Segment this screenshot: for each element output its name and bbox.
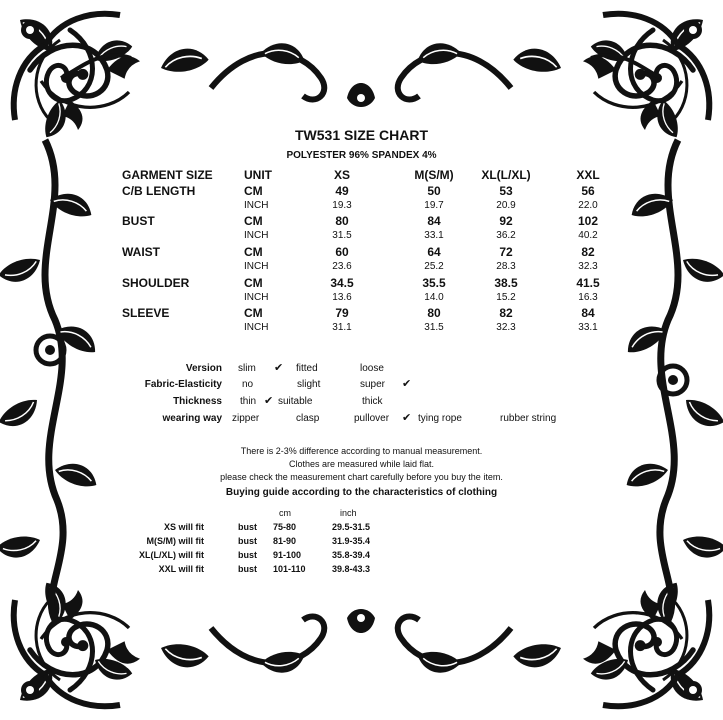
note-check-chart: please check the measurement chart carefully before you buy the item.: [220, 472, 503, 482]
cm-unit: CM: [244, 306, 263, 320]
cm-unit: CM: [244, 184, 263, 198]
cm-unit: CM: [244, 245, 263, 259]
check-icon: ✔: [264, 395, 274, 407]
row-label-cb-length: C/B LENGTH: [122, 184, 196, 198]
cell-cm: 41.5: [576, 276, 600, 290]
guide-part: bust: [238, 522, 257, 532]
inch-unit: INCH: [244, 230, 269, 241]
guide-cm: 75-80: [273, 522, 297, 532]
option-zipper: zipper: [232, 413, 260, 424]
guide-size: XXL will fit: [158, 564, 204, 574]
check-icon: ✔: [274, 362, 284, 374]
option-fitted: fitted: [296, 363, 318, 374]
inch-unit: INCH: [244, 200, 269, 211]
guide-inch: 39.8-43.3: [332, 564, 371, 574]
note-difference: There is 2-3% difference according to manual measurement.: [240, 446, 483, 456]
cell-inch: 19.3: [332, 200, 352, 211]
cell-cm: 82: [499, 306, 513, 320]
row-label-shoulder: SHOULDER: [122, 276, 190, 290]
cell-inch: 31.5: [332, 230, 352, 241]
cell-inch: 32.3: [496, 322, 516, 333]
cell-inch: 33.1: [578, 322, 598, 333]
cm-unit: CM: [244, 276, 263, 290]
note-laid-flat: Clothes are measured while laid flat.: [288, 459, 435, 469]
feature-label-wearing-way: wearing way: [162, 413, 222, 424]
cell-cm: 92: [499, 214, 513, 228]
cell-inch: 40.2: [578, 230, 598, 241]
feature-label-version: Version: [185, 363, 222, 374]
cell-cm: 72: [499, 245, 513, 259]
buying-guide-title: Buying guide according to the characteristics of clothing: [225, 487, 498, 498]
cell-inch: 23.6: [332, 261, 352, 272]
cell-inch: 13.6: [332, 292, 352, 303]
guide-size: XS will fit: [163, 522, 204, 532]
header-size-xl: XL(L/XL): [481, 168, 531, 182]
check-icon: ✔: [402, 378, 412, 390]
cell-cm: 84: [427, 214, 441, 228]
cell-cm: 82: [581, 245, 595, 259]
cell-cm: 80: [335, 214, 349, 228]
cell-cm: 53: [499, 184, 513, 198]
guide-cm: 101-110: [273, 564, 306, 574]
cell-cm: 49: [335, 184, 349, 198]
cell-inch: 19.7: [424, 200, 444, 211]
chart-title: TW531 SIZE CHART: [294, 127, 428, 143]
header-unit: UNIT: [244, 168, 272, 182]
guide-part: bust: [238, 550, 257, 560]
option-slight: slight: [297, 379, 321, 390]
cell-cm: 56: [581, 184, 595, 198]
guide-unit-inch: inch: [340, 508, 357, 518]
row-label-waist: WAIST: [122, 245, 160, 259]
cell-inch: 33.1: [424, 230, 444, 241]
cell-cm: 35.5: [422, 276, 446, 290]
option-slim: slim: [238, 363, 256, 374]
cell-inch: 16.3: [578, 292, 598, 303]
header-garment-size: GARMENT SIZE: [122, 168, 213, 182]
cell-inch: 20.9: [496, 200, 516, 211]
header-size-xs: XS: [333, 168, 350, 182]
inch-unit: INCH: [244, 322, 269, 333]
guide-size: XL(L/XL) will fit: [139, 550, 204, 560]
option-rubber-string: rubber string: [500, 413, 557, 424]
guide-inch: 29.5-31.5: [332, 522, 371, 532]
guide-cm: 91-100: [273, 550, 302, 560]
cell-cm: 80: [427, 306, 441, 320]
cell-cm: 102: [577, 214, 599, 228]
guide-inch: 31.9-35.4: [332, 536, 371, 546]
cell-cm: 34.5: [330, 276, 354, 290]
check-icon: ✔: [402, 412, 412, 424]
option-pullover: pullover: [354, 413, 390, 424]
row-label-sleeve: SLEEVE: [122, 306, 170, 320]
cell-inch: 15.2: [496, 292, 516, 303]
option-no: no: [242, 379, 254, 390]
option-tying-rope: tying rope: [418, 413, 462, 424]
cell-cm: 64: [427, 245, 441, 259]
cell-cm: 84: [581, 306, 595, 320]
cell-inch: 36.2: [496, 230, 516, 241]
feature-label-elasticity: Fabric-Elasticity: [144, 379, 222, 390]
option-suitable: suitable: [278, 396, 313, 407]
cell-inch: 31.1: [332, 322, 352, 333]
guide-inch: 35.8-39.4: [332, 550, 371, 560]
option-thin: thin: [240, 396, 257, 407]
option-thick: thick: [362, 396, 383, 407]
material-subtitle: POLYESTER 96% SPANDEX 4%: [286, 150, 437, 161]
cell-cm: 79: [335, 306, 349, 320]
option-clasp: clasp: [296, 413, 320, 424]
header-size-m: M(S/M): [414, 168, 454, 182]
row-label-bust: BUST: [122, 214, 155, 228]
header-size-xxl: XXL: [576, 168, 600, 182]
option-loose: loose: [360, 363, 384, 374]
option-super: super: [360, 379, 386, 390]
cm-unit: CM: [244, 214, 263, 228]
cell-inch: 32.3: [578, 261, 598, 272]
cell-cm: 38.5: [494, 276, 518, 290]
cell-inch: 14.0: [424, 292, 444, 303]
guide-size: M(S/M) will fit: [146, 536, 204, 546]
inch-unit: INCH: [244, 261, 269, 272]
cell-inch: 25.2: [424, 261, 444, 272]
cell-cm: 50: [427, 184, 441, 198]
guide-cm: 81-90: [273, 536, 297, 546]
inch-unit: INCH: [244, 292, 269, 303]
cell-cm: 60: [335, 245, 349, 259]
feature-label-thickness: Thickness: [173, 396, 222, 407]
guide-part: bust: [238, 536, 257, 546]
cell-inch: 28.3: [496, 261, 516, 272]
cell-inch: 22.0: [578, 200, 598, 211]
guide-part: bust: [238, 564, 257, 574]
guide-unit-cm: cm: [279, 508, 291, 518]
cell-inch: 31.5: [424, 322, 444, 333]
